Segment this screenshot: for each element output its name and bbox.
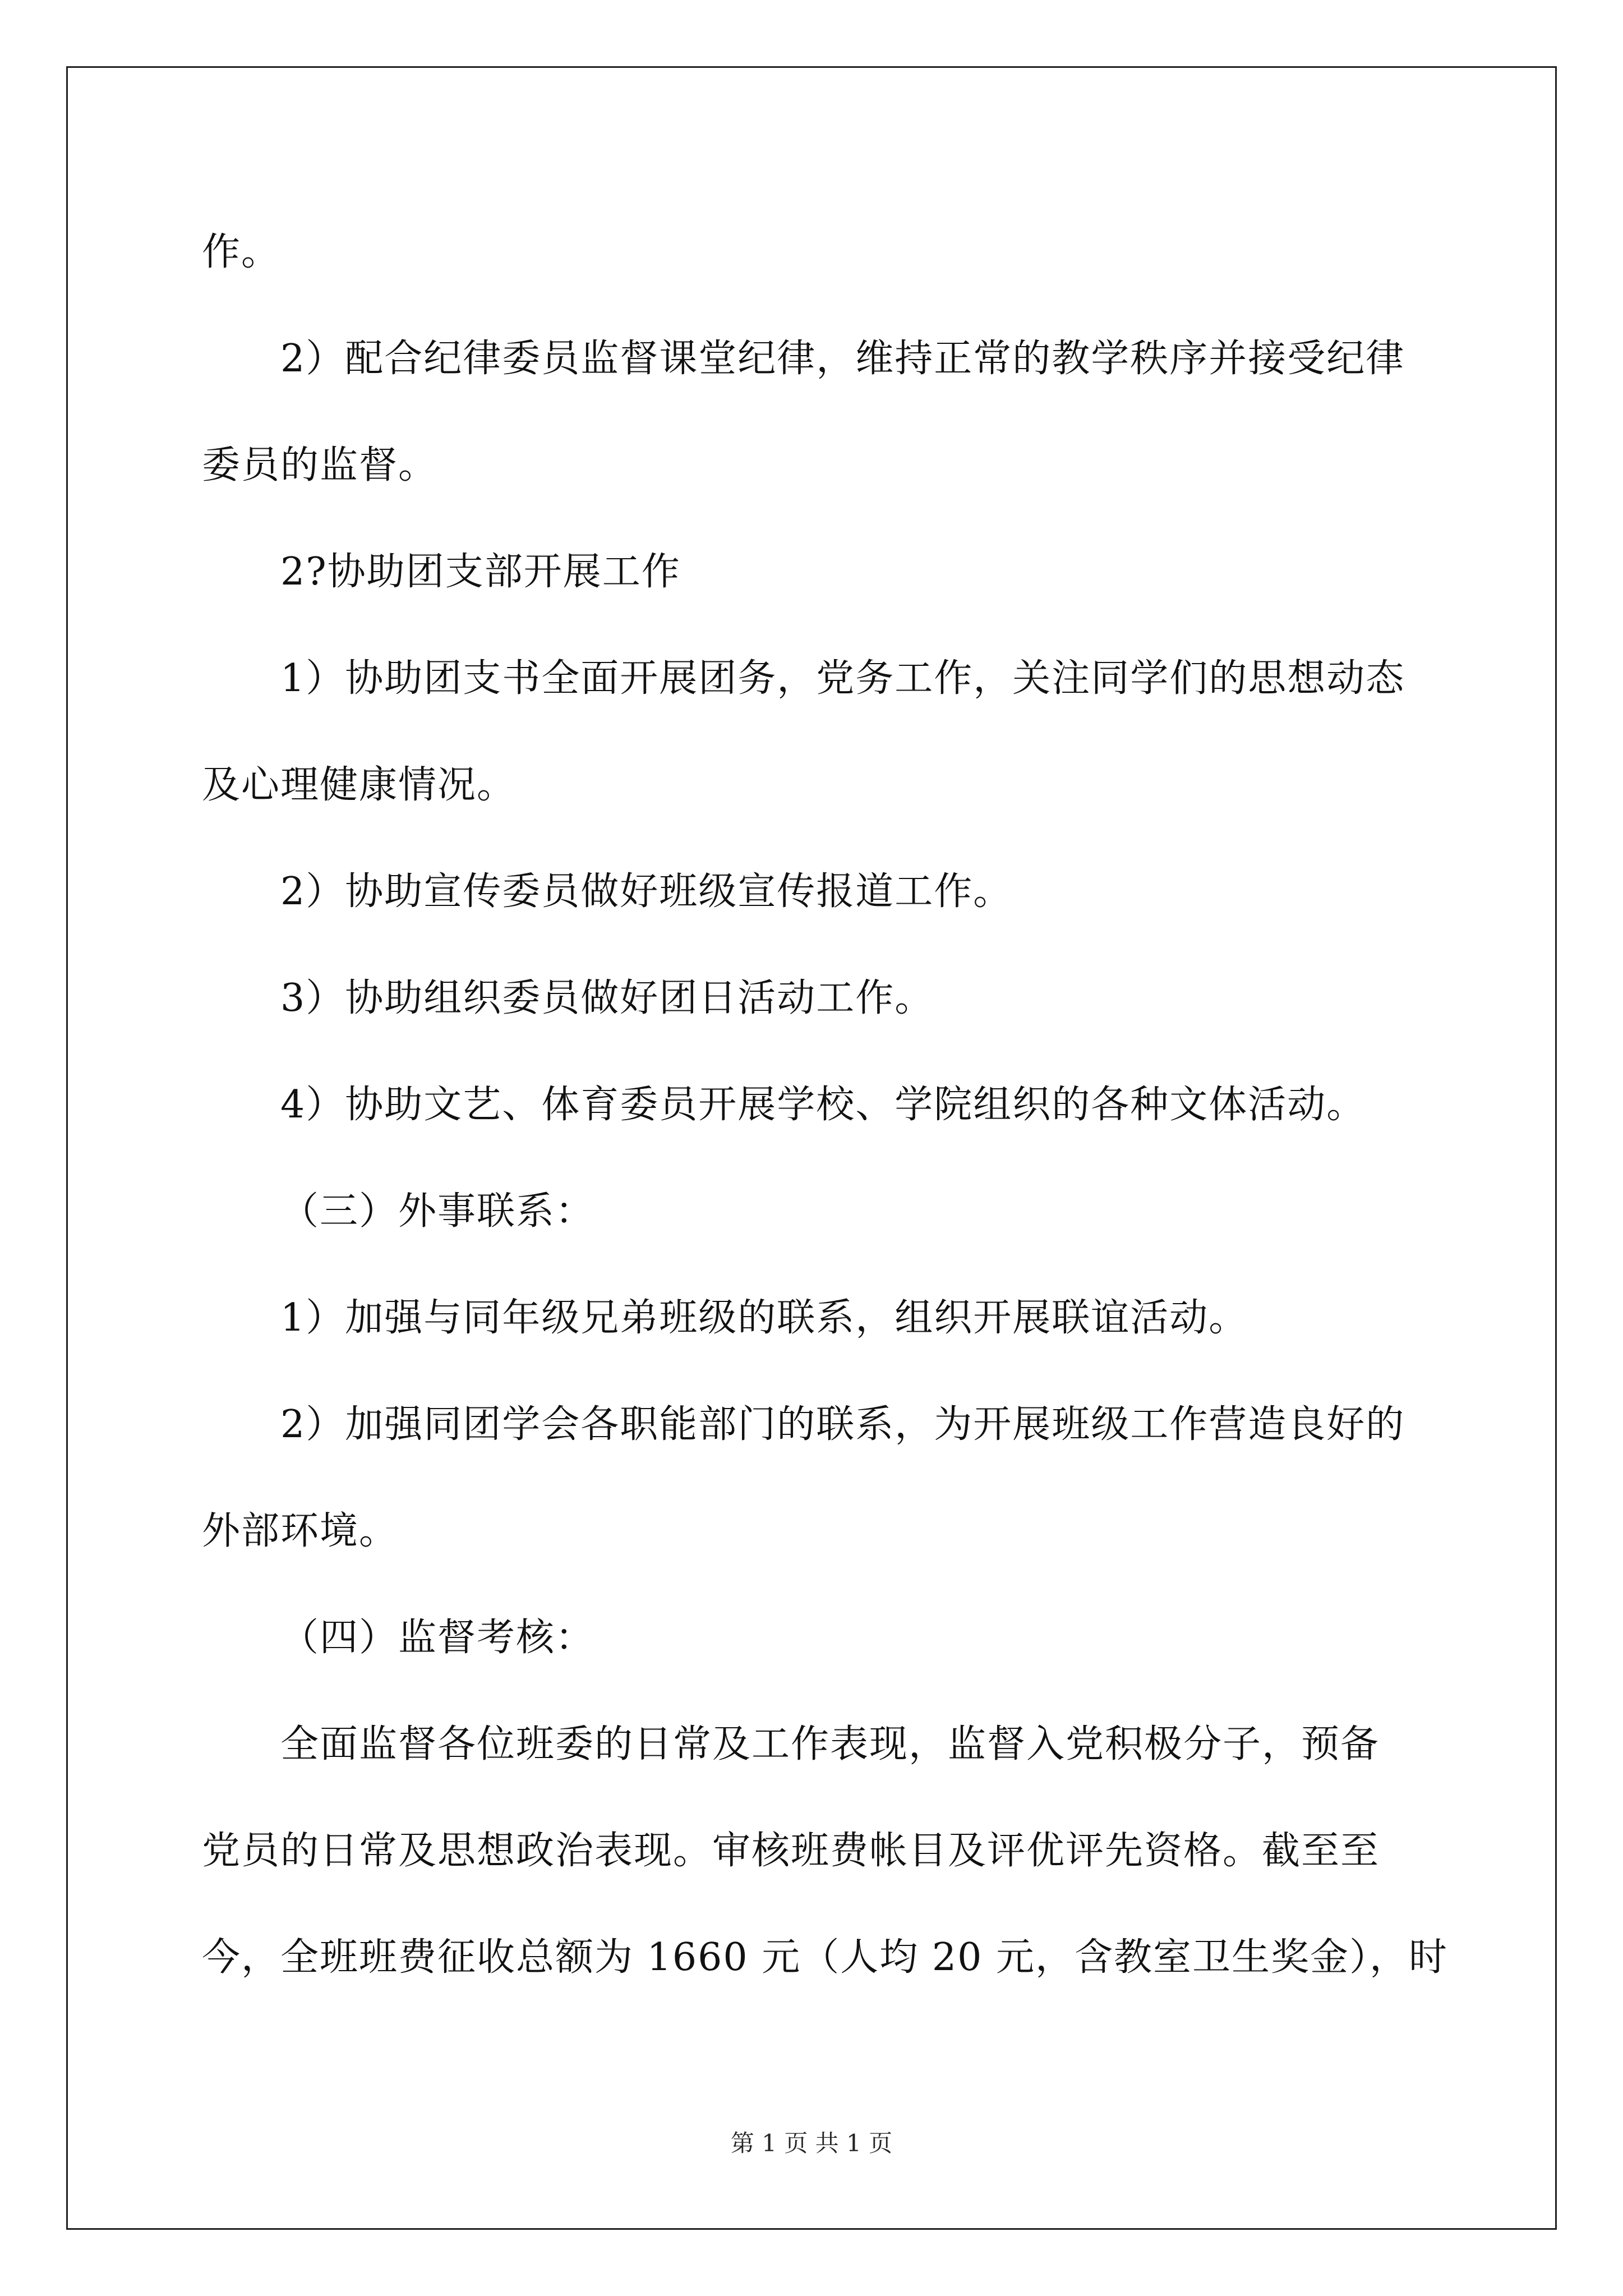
text-line: 今，全班班费征收总额为 1660 元（人均 20 元，含教室卫生奖金），时 — [202, 1935, 1449, 1980]
text-line: 1）加强与同年级兄弟班级的联系，组织开展联谊活动。 — [280, 1296, 1248, 1340]
text-line: 2）加强同团学会各职能部门的联系，为开展班级工作营造良好的 — [280, 1402, 1405, 1447]
text-line: 1）协助团支书全面开展团务，党务工作，关注同学们的思想动态 — [280, 656, 1405, 701]
text-line: 委员的监督。 — [202, 443, 438, 487]
text-line: 4）协助文艺、体育委员开展学校、学院组织的各种文体活动。 — [280, 1083, 1366, 1127]
text-line: 全面监督各位班委的日常及工作表现，监督入党积极分子，预备 — [280, 1722, 1380, 1766]
text-line: 作。 — [202, 230, 281, 274]
section-heading: （三）外事联系： — [280, 1189, 595, 1234]
text-line: 2）配合纪律委员监督课堂纪律，维持正常的教学秩序并接受纪律 — [280, 337, 1405, 381]
page-border — [66, 66, 1557, 2230]
page-footer: 第 1 页 共 1 页 — [730, 2129, 893, 2157]
text-line: 及心理健康情况。 — [202, 763, 517, 807]
text-line: 2?协助团支部开展工作 — [280, 550, 681, 594]
text-line: 外部环境。 — [202, 1509, 399, 1553]
text-line: 党员的日常及思想政治表现。审核班费帐目及评优评先资格。截至至 — [202, 1829, 1380, 1873]
section-heading: （四）监督考核： — [280, 1616, 595, 1660]
text-line: 3）协助组织委员做好团日活动工作。 — [280, 976, 934, 1020]
text-line: 2）协助宣传委员做好班级宣传报道工作。 — [280, 869, 1013, 914]
